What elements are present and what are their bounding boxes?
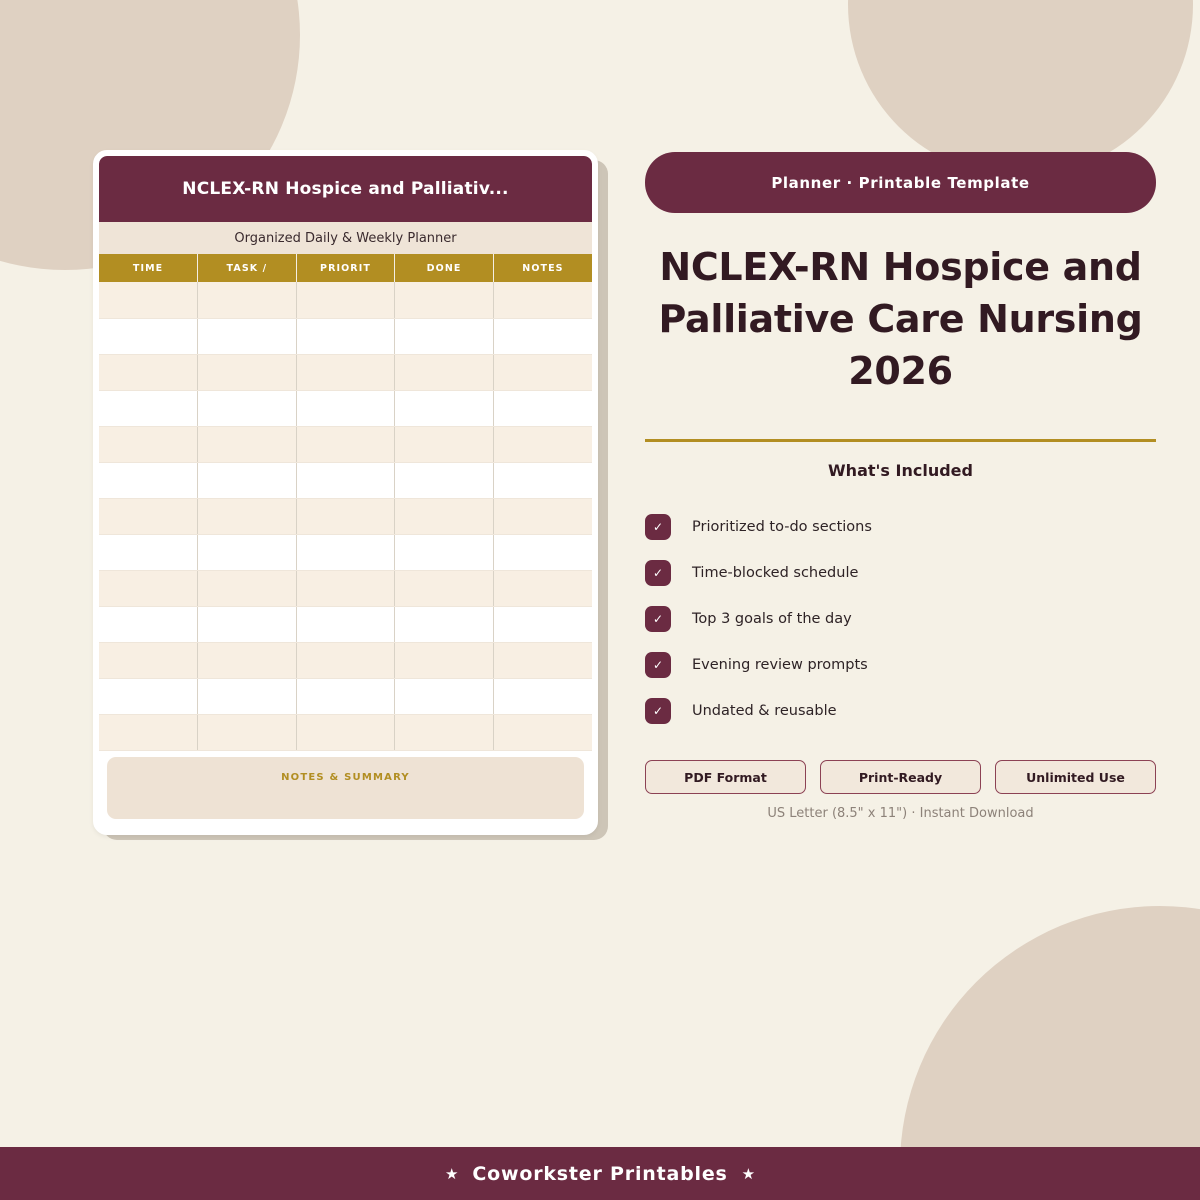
list-item xyxy=(645,642,1156,688)
table-cell[interactable] xyxy=(296,678,395,714)
table-cell[interactable] xyxy=(296,642,395,678)
table-cell[interactable] xyxy=(198,282,297,318)
table-cell[interactable] xyxy=(493,462,592,498)
table-cell[interactable] xyxy=(395,714,494,750)
table-cell[interactable] xyxy=(395,426,494,462)
table-row[interactable] xyxy=(99,606,592,642)
table-cell[interactable] xyxy=(395,498,494,534)
table-cell[interactable] xyxy=(99,642,198,678)
table-cell[interactable] xyxy=(99,678,198,714)
table-cell[interactable] xyxy=(198,318,297,354)
table-row[interactable] xyxy=(99,390,592,426)
planner-header-row xyxy=(99,254,592,282)
format-chip[interactable]: PDF Format xyxy=(645,760,806,794)
planner-column-header: TASK / xyxy=(198,254,297,282)
table-cell[interactable] xyxy=(395,462,494,498)
page-title: NCLEX-RN Hospice and Palliative Care Nursing 2026 xyxy=(658,245,1143,393)
planner-column-header: PRIORIT xyxy=(296,254,395,282)
check-icon: ✓ xyxy=(645,514,671,540)
table-row[interactable] xyxy=(99,426,592,462)
table-cell[interactable] xyxy=(296,534,395,570)
format-chip[interactable]: Unlimited Use xyxy=(995,760,1156,794)
table-cell[interactable] xyxy=(198,570,297,606)
section-divider xyxy=(645,439,1156,442)
table-cell[interactable] xyxy=(296,714,395,750)
table-cell[interactable] xyxy=(198,390,297,426)
table-row[interactable] xyxy=(99,570,592,606)
table-cell[interactable] xyxy=(493,354,592,390)
included-heading: What's Included xyxy=(828,461,973,480)
table-cell[interactable] xyxy=(296,282,395,318)
format-chips xyxy=(645,760,1156,794)
feature-label: Undated & reusable xyxy=(692,703,837,719)
table-cell[interactable] xyxy=(99,570,198,606)
table-cell[interactable] xyxy=(395,642,494,678)
table-cell[interactable] xyxy=(99,318,198,354)
table-cell[interactable] xyxy=(493,570,592,606)
table-cell[interactable] xyxy=(493,714,592,750)
feature-label: Prioritized to-do sections xyxy=(692,519,872,535)
table-cell[interactable] xyxy=(198,606,297,642)
table-cell[interactable] xyxy=(493,606,592,642)
table-cell[interactable] xyxy=(395,390,494,426)
table-cell[interactable] xyxy=(395,318,494,354)
planner-table-head xyxy=(99,254,592,282)
preview-card[interactable] xyxy=(93,150,598,835)
table-cell[interactable] xyxy=(99,714,198,750)
table-cell[interactable] xyxy=(493,390,592,426)
list-item xyxy=(645,688,1156,734)
footer-brand: Coworkster Printables xyxy=(472,1162,728,1185)
product-details xyxy=(645,152,1156,821)
table-cell[interactable] xyxy=(296,462,395,498)
table-cell[interactable] xyxy=(493,318,592,354)
table-cell[interactable] xyxy=(296,498,395,534)
table-cell[interactable] xyxy=(395,606,494,642)
table-cell[interactable] xyxy=(198,534,297,570)
preview-subtitle-bar xyxy=(99,222,592,254)
table-row[interactable] xyxy=(99,282,592,318)
table-cell[interactable] xyxy=(99,390,198,426)
notes-summary-block[interactable] xyxy=(107,757,584,819)
table-cell[interactable] xyxy=(296,390,395,426)
footer-bar xyxy=(0,1147,1200,1200)
check-icon: ✓ xyxy=(645,560,671,586)
table-row[interactable] xyxy=(99,462,592,498)
list-item xyxy=(645,504,1156,550)
format-chip[interactable]: Print-Ready xyxy=(820,760,981,794)
preview-header-title: NCLEX-RN Hospice and Palliativ... xyxy=(182,179,509,199)
table-cell[interactable] xyxy=(198,678,297,714)
list-item xyxy=(645,596,1156,642)
table-cell[interactable] xyxy=(198,642,297,678)
table-cell[interactable] xyxy=(493,678,592,714)
table-row[interactable] xyxy=(99,714,592,750)
check-icon: ✓ xyxy=(645,698,671,724)
planner-table xyxy=(99,254,592,751)
table-cell[interactable] xyxy=(296,426,395,462)
table-cell[interactable] xyxy=(395,570,494,606)
table-cell[interactable] xyxy=(493,642,592,678)
category-badge xyxy=(645,152,1156,213)
table-row[interactable] xyxy=(99,354,592,390)
table-cell[interactable] xyxy=(493,534,592,570)
table-row[interactable] xyxy=(99,534,592,570)
table-cell[interactable] xyxy=(198,498,297,534)
preview-header xyxy=(99,156,592,222)
planner-column-header: NOTES xyxy=(493,254,592,282)
table-row[interactable] xyxy=(99,498,592,534)
table-cell[interactable] xyxy=(296,318,395,354)
table-cell[interactable] xyxy=(395,678,494,714)
table-cell[interactable] xyxy=(296,570,395,606)
feature-label: Time-blocked schedule xyxy=(692,565,859,581)
preview-subtitle: Organized Daily & Weekly Planner xyxy=(234,230,457,246)
check-icon: ✓ xyxy=(645,652,671,678)
table-cell[interactable] xyxy=(198,462,297,498)
planner-table-body xyxy=(99,282,592,750)
table-cell[interactable] xyxy=(296,354,395,390)
feature-list xyxy=(645,504,1156,734)
category-badge-label: Planner · Printable Template xyxy=(771,173,1030,192)
table-cell[interactable] xyxy=(99,282,198,318)
table-cell[interactable] xyxy=(99,606,198,642)
table-cell[interactable] xyxy=(99,534,198,570)
star-icon-left: ★ xyxy=(444,1164,459,1183)
check-icon: ✓ xyxy=(645,606,671,632)
table-cell[interactable] xyxy=(493,282,592,318)
format-meta-text: US Letter (8.5" x 11") · Instant Download xyxy=(767,806,1034,821)
table-cell[interactable] xyxy=(99,426,198,462)
table-row[interactable] xyxy=(99,642,592,678)
table-cell[interactable] xyxy=(296,606,395,642)
planner-preview xyxy=(93,150,598,835)
notes-summary-label: NOTES & SUMMARY xyxy=(281,771,410,783)
planner-column-header: DONE xyxy=(395,254,494,282)
table-cell[interactable] xyxy=(198,354,297,390)
table-cell[interactable] xyxy=(395,354,494,390)
feature-label: Top 3 goals of the day xyxy=(692,611,852,627)
list-item xyxy=(645,550,1156,596)
table-cell[interactable] xyxy=(493,498,592,534)
table-row[interactable] xyxy=(99,318,592,354)
table-cell[interactable] xyxy=(198,714,297,750)
table-cell[interactable] xyxy=(395,534,494,570)
planner-column-header: TIME xyxy=(99,254,198,282)
star-icon-right: ★ xyxy=(741,1164,756,1183)
table-cell[interactable] xyxy=(198,426,297,462)
table-cell[interactable] xyxy=(99,462,198,498)
feature-label: Evening review prompts xyxy=(692,657,868,673)
table-cell[interactable] xyxy=(395,282,494,318)
table-cell[interactable] xyxy=(99,354,198,390)
table-row[interactable] xyxy=(99,678,592,714)
table-cell[interactable] xyxy=(493,426,592,462)
table-cell[interactable] xyxy=(99,498,198,534)
